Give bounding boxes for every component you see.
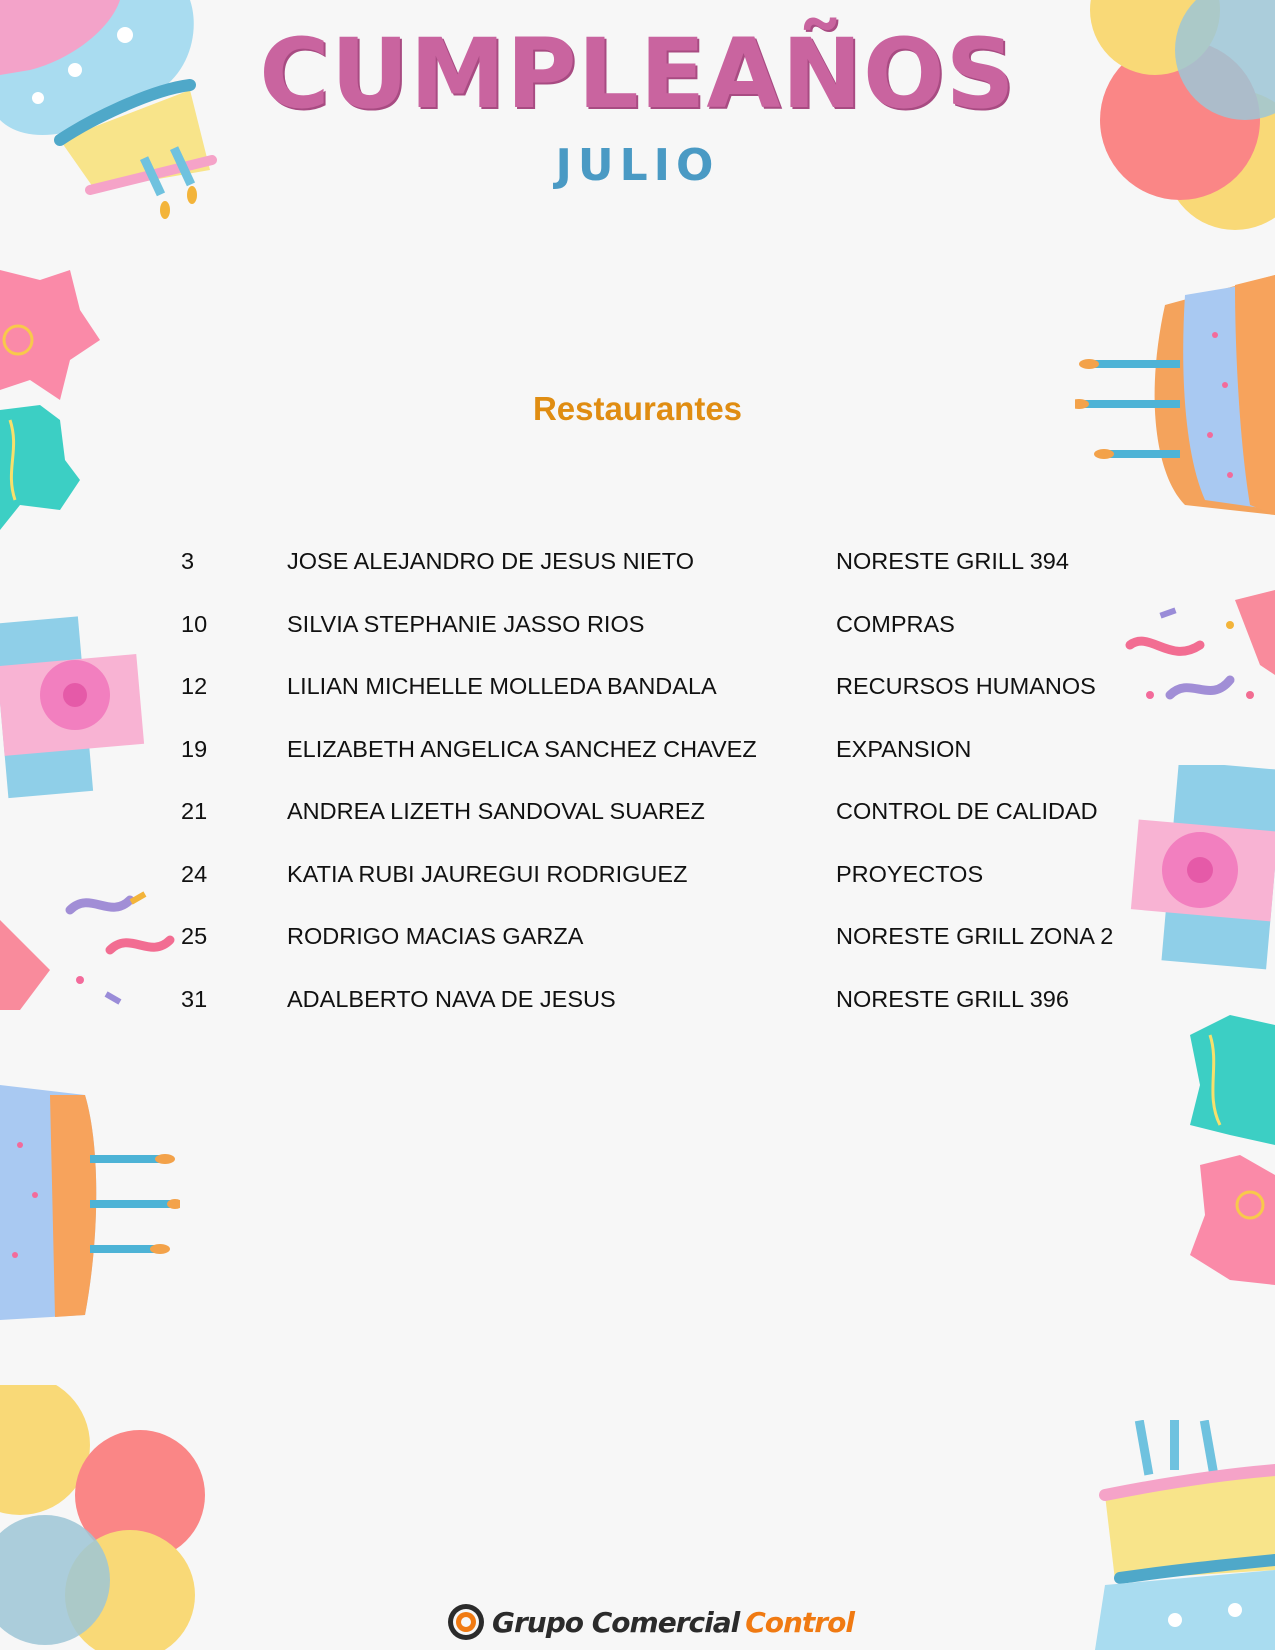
page-title: CUMPLEAÑOS: [259, 18, 1016, 130]
cake-illustration-bottom-right: [1095, 1420, 1275, 1650]
birthday-name: KATIA RUBI JAUREGUI RODRIGUEZ: [287, 860, 688, 887]
gift-illustration-left: [0, 600, 150, 800]
birthday-area: NORESTE GRILL 394: [836, 548, 1069, 574]
birthday-day: 19: [181, 735, 208, 762]
birthday-day: 12: [181, 673, 208, 699]
birthday-day: 24: [181, 860, 208, 887]
birthday-area: RECURSOS HUMANOS: [836, 673, 1096, 699]
birthday-row: [181, 923, 1141, 986]
birthday-row: [181, 986, 1141, 1049]
birthday-row: [181, 611, 1141, 674]
birthday-area: EXPANSION: [836, 735, 972, 762]
birthday-day: 31: [181, 985, 208, 1012]
brand-name-part1: Grupo Comercial: [492, 1605, 740, 1639]
month-subtitle: JULIO: [555, 140, 720, 191]
company-logo-icon: [446, 1602, 486, 1642]
birthday-area: CONTROL DE CALIDAD: [836, 798, 1098, 824]
birthday-row: [181, 548, 1141, 611]
brand-name-part2: Control: [745, 1605, 854, 1639]
birthday-name: ANDREA LIZETH SANDOVAL SUAREZ: [287, 798, 705, 824]
birthday-name: SILVIA STEPHANIE JASSO RIOS: [287, 610, 645, 637]
birthday-area: PROYECTOS: [836, 860, 984, 887]
birthday-name: JOSE ALEJANDRO DE JESUS NIETO: [287, 548, 695, 574]
birthday-row: [181, 798, 1141, 861]
section-heading: Restaurantes: [532, 390, 743, 427]
birthday-day: 25: [181, 923, 208, 949]
birthday-name: ELIZABETH ANGELICA SANCHEZ CHAVEZ: [287, 735, 757, 762]
birthday-day: 10: [181, 610, 208, 637]
birthday-day: 3: [181, 548, 195, 574]
birthday-day: 21: [181, 798, 208, 824]
birthday-row: [181, 736, 1141, 799]
birthday-row: [181, 861, 1141, 924]
birthday-name: ADALBERTO NAVA DE JESUS: [287, 985, 616, 1012]
gift-illustration-right: [1130, 765, 1275, 975]
party-hat-confetti-illustration-left: [0, 870, 180, 1020]
cake-slice-illustration-left: [0, 1085, 180, 1325]
birthday-list: [181, 548, 1141, 1048]
birthday-area: NORESTE GRILL ZONA 2: [836, 923, 1114, 949]
birthday-row: [181, 673, 1141, 736]
balloons-illustration-bottom-left: [0, 1385, 210, 1650]
stars-illustration-right: [1160, 1015, 1275, 1295]
company-logo: [446, 1600, 854, 1644]
birthday-area: NORESTE GRILL 396: [836, 985, 1069, 1012]
birthday-name: RODRIGO MACIAS GARZA: [287, 923, 584, 949]
birthday-area: COMPRAS: [836, 610, 955, 637]
birthday-name: LILIAN MICHELLE MOLLEDA BANDALA: [287, 673, 717, 699]
